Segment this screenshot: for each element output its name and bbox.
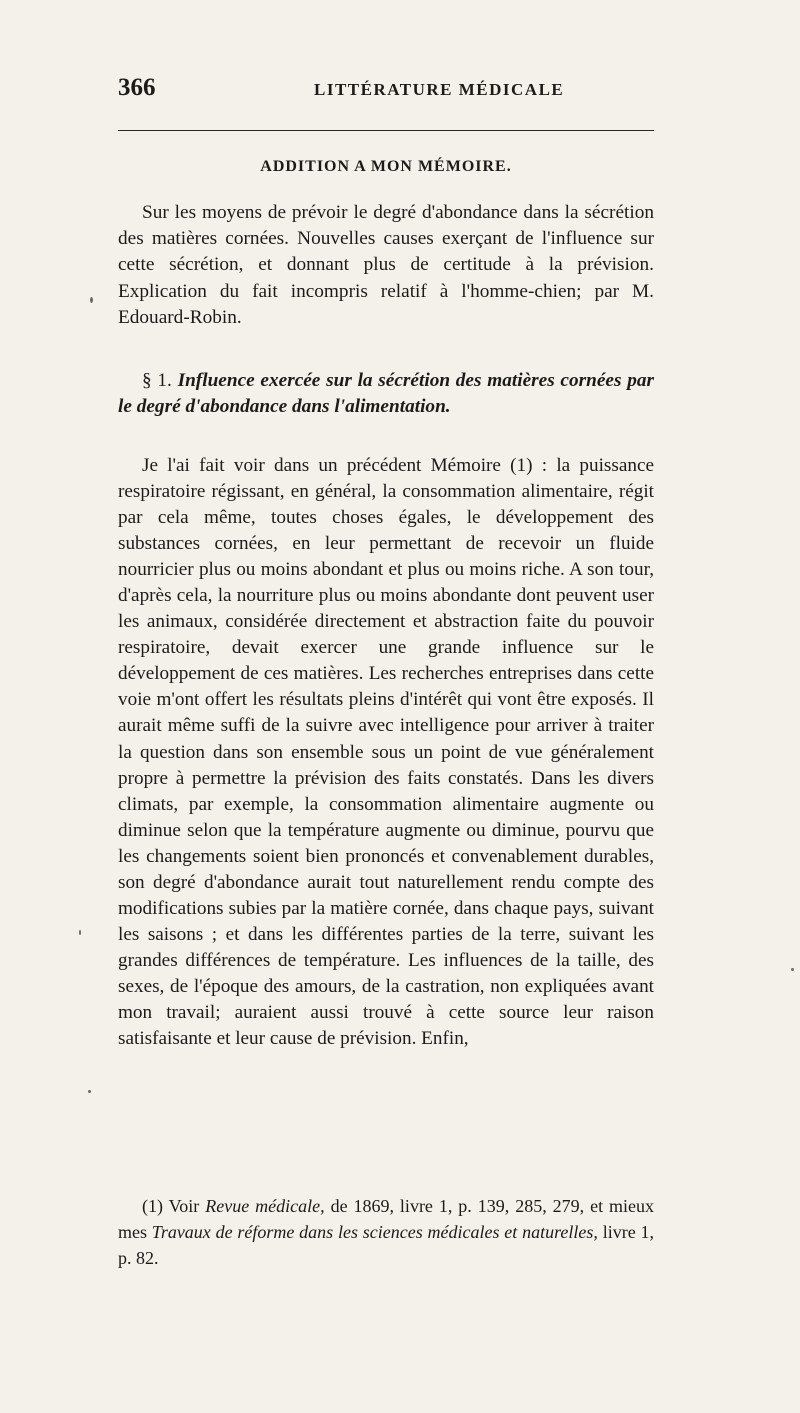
- abstract-paragraph: Sur les moyens de prévoir le degré d'abondance dans la sécrétion des matières cornées. Nouvelles causes exerçant de l'influence sur cette sécrétion, et donnant plus de certitude à la prévision. Explication du fait incompris relatif à l'homme-chien; par M. Edouard-Robin.: [118, 202, 654, 328]
- subsection-number: § 1.: [142, 370, 172, 391]
- body-paragraph: Je l'ai fait voir dans un précédent Mémoire (1) : la puissance respiratoire régissant, en général, la consommation alimentaire, régit par cela même, toutes choses égales, le développement des substances cornées, en leur permettant de recevoir un fluide nourricier plus ou moins abondant et plus ou moins riche. A son tour, d'après cela, la nourriture plus ou moins abondante dont peuvent user les animaux, considérée directement et abstraction faite du pouvoir respiratoire, devait exercer une grande influence sur le développement de ces matières. Les recherches entreprises dans cette voie m'ont offert les résultats pleins d'intérêt qui vont être exposés. Il aurait même suffi de la suivre avec intelligence pour arriver à traiter la question dans son ensemble sous un point de vue généralement propre à permettre la prévision des faits constatés. Dans les divers climats, par exemple, la consommation alimentaire augmente ou diminue selon que la température augmente ou diminue, pourvu que les changements soient bien prononcés et convenablement durables, son degré d'abondance aurait tout naturellement rendu compte des modifications subies par la matière cornée, dans chaque pays, suivant les saisons ; et dans les différentes parties de la terre, suivant les grandes différences de température. Les influences de la taille, des sexes, de l'époque des amours, de la castration, non expliquées avant mon travail; auraient aussi trouvé à cette source leur raison satisfaisante et leur cause de prévision. Enfin,: [118, 455, 654, 1050]
- footnote-journal: Revue médicale,: [205, 1196, 325, 1216]
- footnote: [118, 1193, 654, 1271]
- subsection-title: Influence exercée sur la sécrétion des matières cornées par le degré d'abondance dans l'alimentation.: [118, 370, 654, 418]
- subsection-heading: [118, 368, 654, 420]
- running-head: LITTÉRATURE MÉDICALE: [314, 80, 565, 99]
- footnote-middle: de 1869, livre 1, p. 139, 285, 279, et mieux mes: [118, 1196, 654, 1242]
- header-rule: [118, 130, 654, 131]
- paper-speck: [791, 968, 794, 971]
- paper-speck: [90, 297, 93, 303]
- paper-speck: [88, 1090, 91, 1093]
- page-header: [118, 74, 654, 108]
- footnote-lead: (1) Voir: [142, 1196, 200, 1216]
- paper-speck: [79, 930, 81, 935]
- section-title: ADDITION A MON MÉMOIRE.: [260, 158, 512, 175]
- footnote-tail: livre 1, p. 82.: [118, 1222, 654, 1268]
- footnote-work: Travaux de réforme dans les sciences médicales et naturelles,: [151, 1222, 598, 1242]
- page-number: 366: [118, 74, 156, 101]
